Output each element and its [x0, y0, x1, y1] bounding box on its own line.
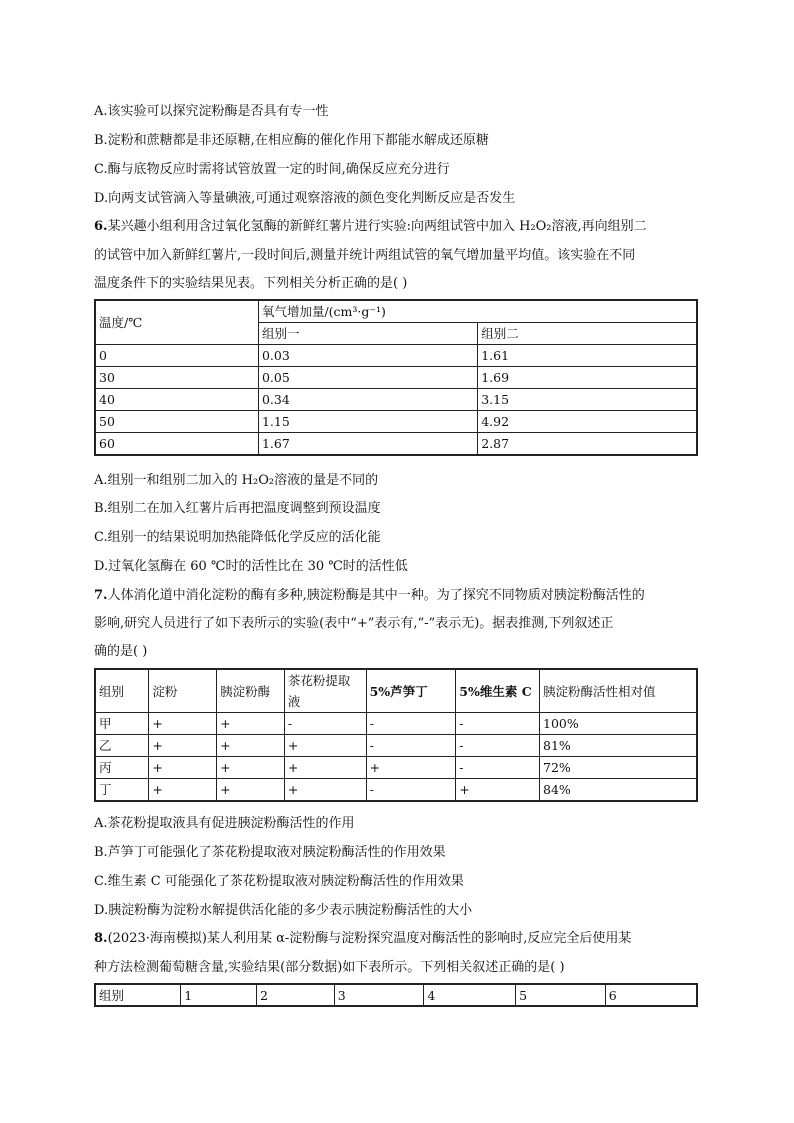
- table-cell: -: [284, 713, 366, 735]
- q7-header-amylase: 胰淀粉酶: [217, 669, 285, 713]
- table-row: [95, 367, 697, 389]
- table-cell: +: [284, 779, 366, 802]
- q6-option-a: A.组别一和组别二加入的 H₂O₂溶液的量是不同的: [94, 473, 379, 488]
- table-cell: 1.69: [478, 367, 697, 389]
- table-row: [95, 984, 697, 1006]
- q7-option-d: D.胰淀粉酶为淀粉水解提供活化能的多少表示胰淀粉酶活性的大小: [94, 903, 473, 918]
- table-cell: 0.03: [258, 345, 477, 367]
- q8-header-group: 组别: [95, 984, 181, 1006]
- q6-stem-line-1: [94, 219, 647, 235]
- table-cell: +: [149, 757, 217, 779]
- table-cell: 2: [257, 984, 335, 1006]
- q7-header-asparagus: 5%芦笋丁: [366, 669, 456, 713]
- table-cell: +: [217, 757, 285, 779]
- q6-option-c: C.组别一的结果说明加热能降低化学反应的活化能: [94, 530, 381, 545]
- q6-table-col-2: 组别二: [478, 323, 697, 345]
- q7-header-pollen-extract: 茶花粉提取液: [284, 669, 366, 713]
- q7-option-a: A.茶花粉提取液具有促进胰淀粉酶活性的作用: [94, 816, 355, 831]
- q7-table: [94, 668, 698, 802]
- q7-number: 7.: [94, 588, 108, 603]
- q8-stem-line-2: 种方法检测葡萄糖含量,实验结果(部分数据)如下表所示。下列相关叙述正确的是( ): [94, 960, 565, 975]
- q5-option-b: B.淀粉和蔗糖都是非还原糖,在相应酶的催化作用下都能水解成还原糖: [94, 133, 489, 148]
- table-cell: 40: [95, 389, 258, 411]
- table-cell: 4.92: [478, 411, 697, 433]
- q7-stem-line-3: 确的是( ): [94, 644, 148, 659]
- q6-number: 6.: [94, 219, 108, 234]
- q6-stem-line-3: 温度条件下的实验结果见表。下列相关分析正确的是( ): [94, 276, 408, 291]
- table-cell: 0: [95, 345, 258, 367]
- q6-stem-text-1: 某兴趣小组利用含过氧化氢酶的新鲜红薯片进行实验:向两组试管中加入 H₂O₂溶液,再向组别二: [107, 219, 647, 234]
- table-cell: +: [366, 757, 456, 779]
- q8-stem-line-1: [94, 931, 631, 947]
- table-cell: -: [366, 735, 456, 757]
- q5-option-c: C.酶与底物反应时需将试管放置一定的时间,确保反应充分进行: [94, 162, 450, 177]
- table-cell: 0.05: [258, 367, 477, 389]
- q6-stem-line-2: 的试管中加入新鲜红薯片,一段时间后,测量并统计两组试管的氧气增加量平均值。该实验在不同: [94, 248, 636, 263]
- table-cell: 30: [95, 367, 258, 389]
- table-cell: 0.34: [258, 389, 477, 411]
- q7-stem-line-1: [94, 588, 645, 604]
- table-cell: 6: [605, 984, 697, 1006]
- table-cell: -: [456, 713, 540, 735]
- q8-number: 8.: [94, 931, 108, 946]
- table-cell: +: [217, 779, 285, 802]
- table-cell: 100%: [540, 713, 698, 735]
- q6-table: [94, 299, 698, 456]
- table-row: [95, 735, 697, 757]
- q7-header-activity: 胰淀粉酶活性相对值: [540, 669, 698, 713]
- q7-stem-text-1: 人体消化道中消化淀粉的酶有多种,胰淀粉酶是其中一种。为了探究不同物质对胰淀粉酶活性的: [107, 588, 645, 603]
- q6-option-b: B.组别二在加入红薯片后再把温度调整到预设温度: [94, 501, 381, 516]
- table-cell: +: [149, 735, 217, 757]
- table-cell: 甲: [95, 713, 149, 735]
- table-cell: 3: [334, 984, 424, 1006]
- q6-table-col-1: 组别一: [258, 323, 477, 345]
- table-cell: 1.61: [478, 345, 697, 367]
- q8-table: [94, 983, 698, 1007]
- table-row: [95, 779, 697, 802]
- table-cell: +: [149, 713, 217, 735]
- table-cell: 4: [424, 984, 516, 1006]
- q7-option-c: C.维生素 C 可能强化了茶花粉提取液对胰淀粉酶活性的作用效果: [94, 874, 464, 889]
- table-cell: -: [456, 757, 540, 779]
- table-cell: 1.67: [258, 433, 477, 456]
- table-cell: 60: [95, 433, 258, 456]
- table-cell: -: [366, 779, 456, 802]
- table-cell: +: [217, 735, 285, 757]
- table-cell: +: [284, 735, 366, 757]
- q6-table-group-header: 氧气增加量/(cm³·g⁻¹): [258, 300, 697, 323]
- q7-option-b: B.芦笋丁可能强化了茶花粉提取液对胰淀粉酶活性的作用效果: [94, 845, 446, 860]
- q5-option-d: D.向两支试管滴入等量碘液,可通过观察溶液的颜色变化判断反应是否发生: [94, 191, 516, 206]
- table-row: [95, 433, 697, 456]
- q6-option-d: D.过氧化氢酶在 60 ℃时的活性比在 30 ℃时的活性低: [94, 559, 408, 574]
- table-row: [95, 757, 697, 779]
- table-cell: 84%: [540, 779, 698, 802]
- table-cell: +: [284, 757, 366, 779]
- table-cell: 1: [181, 984, 257, 1006]
- table-cell: +: [217, 713, 285, 735]
- table-row: [95, 389, 697, 411]
- table-row: [95, 345, 697, 367]
- table-cell: 50: [95, 411, 258, 433]
- table-cell: -: [456, 735, 540, 757]
- table-cell: 72%: [540, 757, 698, 779]
- q7-stem-line-2: 影响,研究人员进行了如下表所示的实验(表中“+”表示有,“-”表示无)。据表推测,下列叙述正: [94, 616, 614, 631]
- table-cell: 丁: [95, 779, 149, 802]
- table-cell: -: [366, 713, 456, 735]
- table-cell: +: [149, 779, 217, 802]
- q5-option-a: A.该实验可以探究淀粉酶是否具有专一性: [94, 104, 329, 119]
- table-cell: 3.15: [478, 389, 697, 411]
- q7-header-group: 组别: [95, 669, 149, 713]
- table-cell: 丙: [95, 757, 149, 779]
- q7-header-vitamin-c: 5%维生素 C: [456, 669, 540, 713]
- q8-stem-text-1: (2023·海南模拟)某人利用某 α-淀粉酶与淀粉探究温度对酶活性的影响时,反应完全后使用某: [107, 931, 632, 946]
- q7-header-starch: 淀粉: [149, 669, 217, 713]
- table-cell: 5: [516, 984, 606, 1006]
- table-cell: 81%: [540, 735, 698, 757]
- table-row: [95, 713, 697, 735]
- table-cell: 2.87: [478, 433, 697, 456]
- table-cell: +: [456, 779, 540, 802]
- table-cell: 1.15: [258, 411, 477, 433]
- q6-table-row-header: 温度/℃: [95, 300, 258, 345]
- table-cell: 乙: [95, 735, 149, 757]
- table-row: [95, 411, 697, 433]
